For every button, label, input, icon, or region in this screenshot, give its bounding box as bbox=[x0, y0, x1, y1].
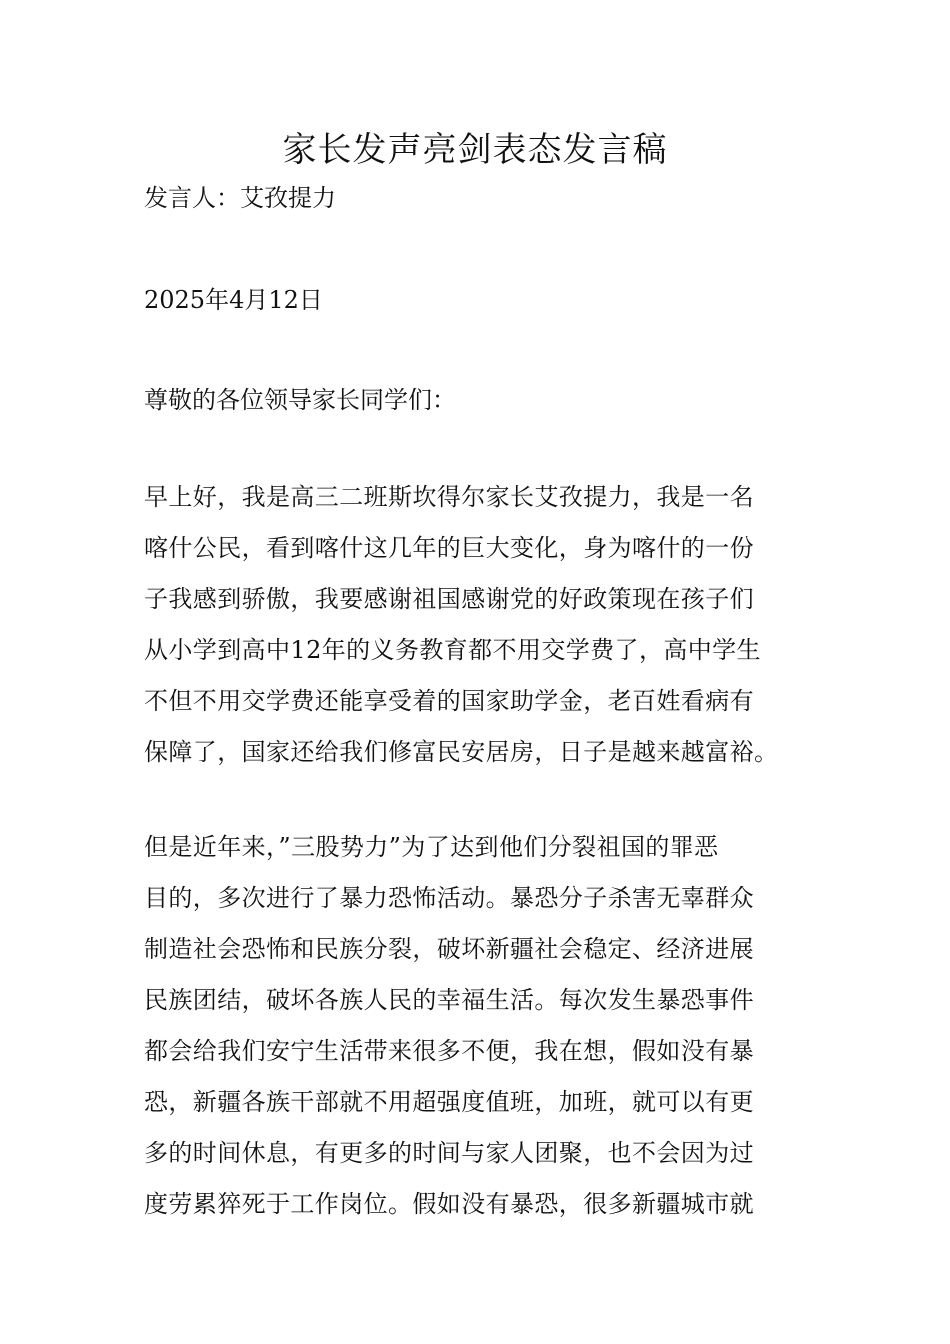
paragraph-line: 多的时间休息，有更多的时间与家人团聚，也不会因为过 bbox=[144, 1139, 754, 1167]
paragraph-line: 都会给我们安宁生活带来很多不便，我在想，假如没有暴 bbox=[144, 1037, 754, 1065]
paragraph-line: 恐，新疆各族干部就不用超强度值班，加班，就可以有更 bbox=[144, 1088, 754, 1116]
paragraph-2 bbox=[144, 822, 754, 1230]
document-title: 家长发声亮剑表态发言稿 bbox=[282, 130, 668, 170]
salutation-line: 尊敬的各位领导家长同学们： bbox=[144, 386, 456, 414]
paragraph-line: 喀什公民，看到喀什这几年的巨大变化，身为喀什的一份 bbox=[144, 534, 754, 562]
paragraph-line: 保障了，国家还给我们修富民安居房，日子是越来越富裕。 bbox=[144, 738, 779, 766]
paragraph-line: 但是近年来，”三股势力”为了达到他们分裂祖国的罪恶 bbox=[144, 833, 719, 861]
paragraph-line: 度劳累猝死于工作岗位。假如没有暴恐，很多新疆城市就 bbox=[144, 1190, 754, 1218]
paragraph-1 bbox=[144, 472, 778, 778]
date-line: 2025年4月12日 bbox=[144, 286, 323, 314]
paragraph-line: 民族团结，破坏各族人民的幸福生活。每次发生暴恐事件 bbox=[144, 986, 754, 1014]
paragraph-line: 从小学到高中12年的义务教育都不用交学费了，高中学生 bbox=[144, 636, 761, 664]
speaker-line: 发言人：艾孜提力 bbox=[144, 184, 336, 212]
paragraph-line: 早上好，我是高三二班斯坎得尔家长艾孜提力，我是一名 bbox=[144, 483, 754, 511]
paragraph-line: 目的，多次进行了暴力恐怖活动。暴恐分子杀害无辜群众 bbox=[144, 884, 754, 912]
paragraph-line: 不但不用交学费还能享受着的国家助学金，老百姓看病有 bbox=[144, 687, 754, 715]
paragraph-line: 制造社会恐怖和民族分裂，破坏新疆社会稳定、经济进展 bbox=[144, 935, 754, 963]
paragraph-line: 子我感到骄傲，我要感谢祖国感谢党的好政策现在孩子们 bbox=[144, 585, 754, 613]
